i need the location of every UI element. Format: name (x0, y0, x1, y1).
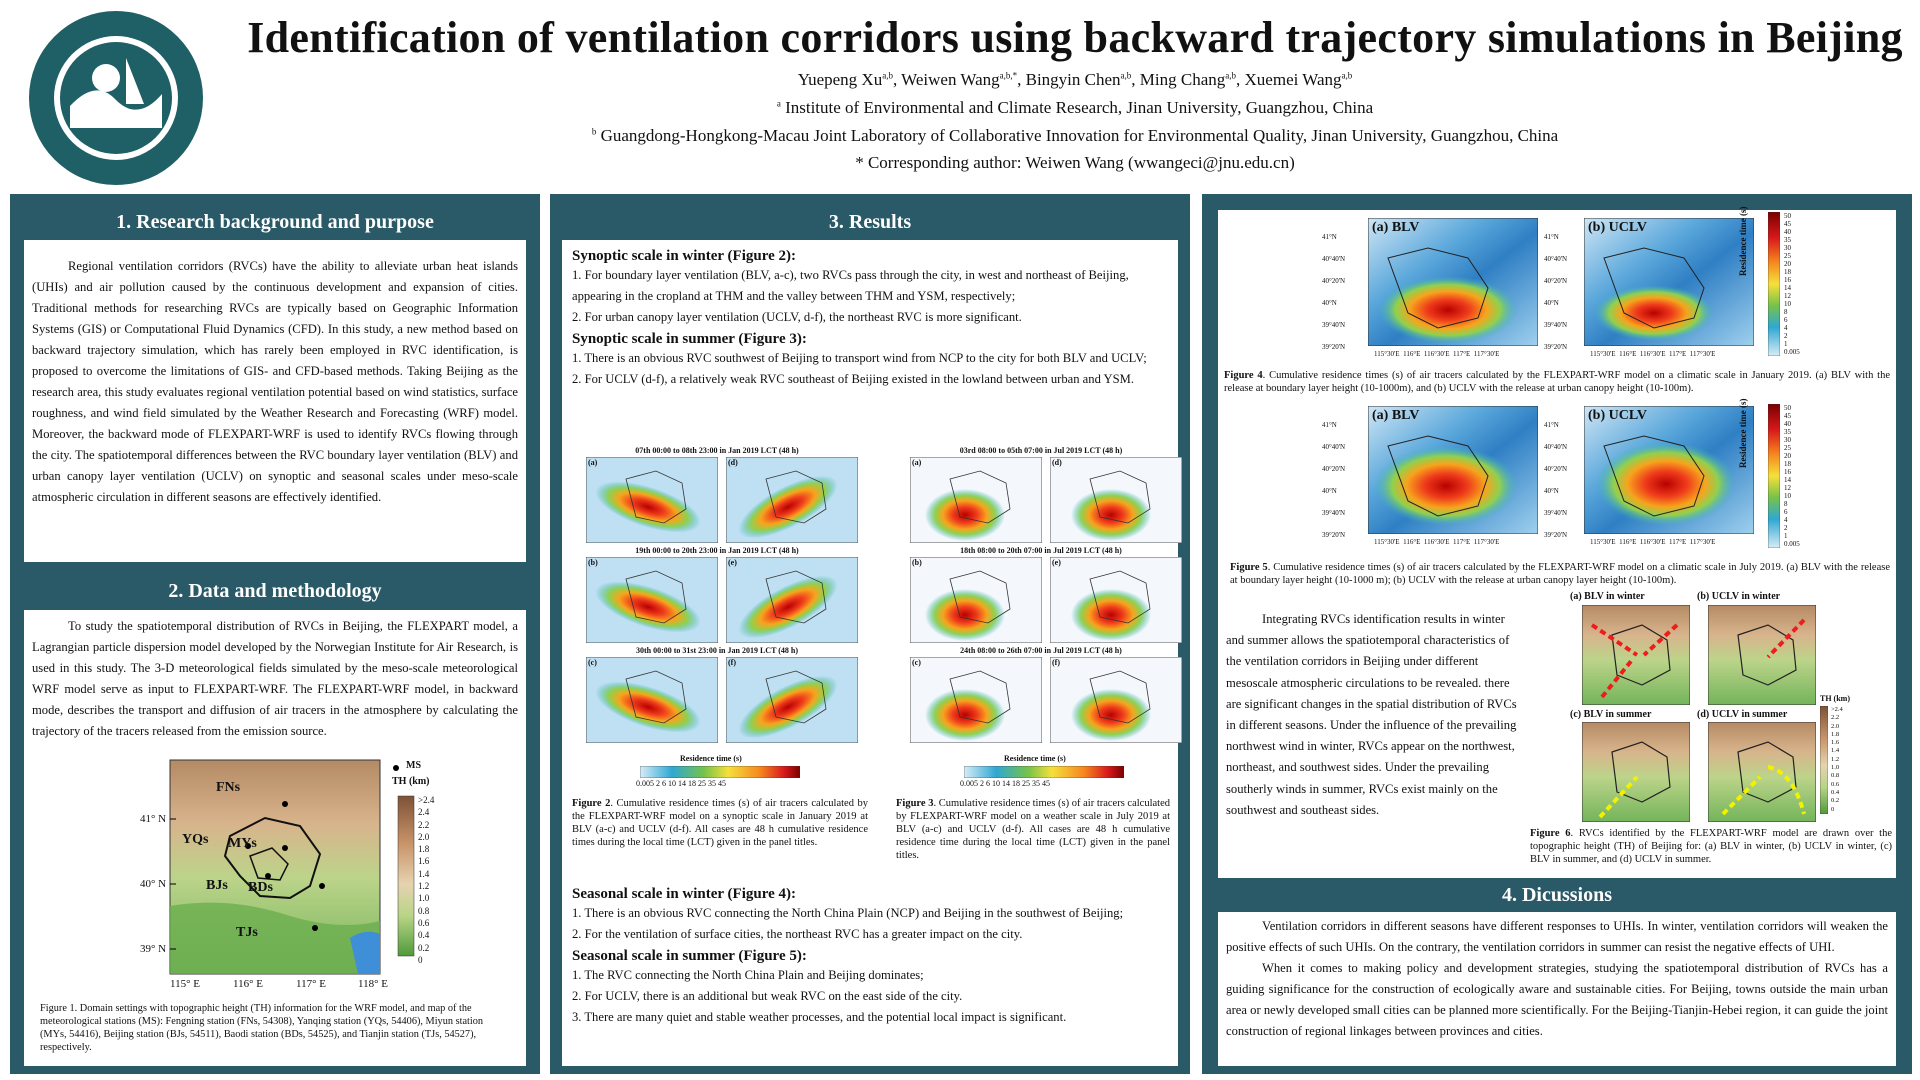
cbar-tick: 10 (1784, 492, 1791, 500)
figure6-map-b (1708, 605, 1816, 705)
figure6-map-c (1582, 722, 1690, 822)
figure5-lat-labels (1322, 414, 1345, 546)
figure4-map-a (1368, 218, 1538, 346)
trajectory-panel-map (1050, 457, 1182, 543)
figure4-lon-labels: 115°30'E 116°E 116°30'E 117°E 117°30'E (1374, 350, 1500, 358)
figure3-colorbar (964, 766, 1124, 778)
cbar-tick: 35 (1784, 428, 1791, 436)
th-tick: 1.0 (1831, 764, 1840, 772)
lat-tick: 39°20'N (1322, 343, 1346, 351)
section1-title: 1. Research background and purpose (116, 211, 434, 233)
figure4-colorbar (1768, 212, 1780, 356)
cbar-tick: 25 (1784, 444, 1791, 452)
svg-text:1906: 1906 (102, 137, 130, 152)
figure4-caption (1224, 369, 1890, 395)
lat-tick: 41°N (1544, 421, 1559, 429)
panel-row-title: 18th 08:00 to 20th 07:00 in Jul 2019 LCT (48 h) (960, 546, 1122, 555)
station-label: TJs (236, 925, 258, 940)
section4-p2: When it comes to making policy and development strategies, studying the spatiotemporal distribution of RVCs has a guiding significance for the construction of ecologically aware and sustainable cities. For Beijing, towns outside the main urban area or newly developed small cities can be planned more scientifically. For the Beijing-Tianjin-Hebei region, it can guide the joint construction of regional linkages between provinces and cities. (1226, 961, 1888, 1038)
cbar-tick: 6 (1784, 508, 1788, 516)
trajectory-panel-map (910, 457, 1042, 543)
figure6-panel-a: (a) BLV in winter (1570, 591, 1645, 602)
panel-row-title: 07th 00:00 to 08th 23:00 in Jan 2019 LCT (48 h) (635, 446, 799, 455)
th-tick: 2.4 (418, 807, 430, 818)
cbar-tick: 14 (1784, 476, 1791, 484)
figure2-grid (572, 446, 862, 786)
figure5-cbar-label: Residence time (s) (1738, 398, 1748, 468)
cbar-tick: 4 (1784, 324, 1788, 332)
figure2-caption-label: Figure 2 (572, 798, 611, 809)
figure4-cbar-ticks (1784, 212, 1800, 356)
panel-row-title: 19th 00:00 to 20th 23:00 in Jan 2019 LCT (48 h) (635, 546, 799, 555)
trajectory-panel-map (726, 657, 858, 743)
th-tick: 0 (1831, 805, 1835, 813)
section2-text: To study the spatiotemporal distribution of RVCs in Beijing, the FLEXPART model, a Lagrangian particle dispersion model developed by the Norwegian Institute for Air Research, is used in this study. The 3-D meteorological fields simulated by the meso-scale meteorological WRF model serve as input to FLEXPART-WRF. The FLEXPART-WRF model, in backward mode, describes the transport and diffusion of air tracers in the atmosphere by calculating the trajectory of the tracers released from the emission source. (32, 619, 518, 738)
cbar-tick: 2 (1784, 332, 1788, 340)
corresponding-author: * Corresponding author: Weiwen Wang (wwangeci@jnu.edu.cn) (855, 153, 1295, 172)
cbar-tick: 16 (1784, 468, 1791, 476)
lat-tick: 39°20'N (1544, 343, 1568, 351)
figure6-caption-label: Figure 6 (1530, 828, 1571, 839)
poster-title: Identification of ventilation corridors using backward trajectory simulations in Beijing (247, 13, 1903, 62)
figure6-th-ticks (1831, 706, 1843, 814)
figure5-map-b (1584, 406, 1754, 534)
lat-tick: 40°N (1544, 299, 1559, 307)
author-name: Bingyin Chen (1025, 70, 1121, 89)
cbar-tick: 30 (1784, 436, 1791, 444)
figure4-panel-a: (a) BLV (1372, 220, 1420, 235)
th-tick: 1.8 (418, 844, 430, 855)
th-tick: 2.2 (418, 819, 430, 830)
th-tick: 0.4 (418, 930, 430, 941)
lat-tick: 41°N (1322, 421, 1337, 429)
author-sup: a,b (1225, 70, 1237, 81)
trajectory-panel-map (1050, 657, 1182, 743)
figure5-caption (1230, 561, 1890, 587)
trajectory-panel-map (910, 557, 1042, 643)
lat-tick: 40°40'N (1544, 255, 1568, 263)
station-label: FNs (216, 780, 241, 795)
synoptic-winter-1: 1. For boundary layer ventilation (BLV, a-c), two RVCs pass through the city, in west and northeast of Beijing, appearing in the cropland at THM and the valley between THM and YSM, respectively; (572, 268, 1129, 303)
panel-letter: (e) (1052, 558, 1061, 567)
cbar-tick: 0.005 (1784, 540, 1800, 548)
cbar-tick: 50 (1784, 404, 1791, 412)
th-tick: 0.8 (418, 905, 430, 916)
cbar-tick: 12 (1784, 292, 1791, 300)
seasonal-summer-1: 1. The RVC connecting the North China Plain and Beijing dominates; (572, 968, 924, 982)
author-sup: a,b (1341, 70, 1353, 81)
figure2-cbar-ticks: 0.005 2 6 10 14 18 25 35 45 (636, 779, 726, 788)
lat-tick: 41°N (1544, 233, 1559, 241)
panel-letter: (b) (588, 558, 598, 567)
author-sup: a,b (1120, 70, 1132, 81)
cbar-tick: 2 (1784, 524, 1788, 532)
lat-tick: 40°20'N (1322, 465, 1346, 473)
lat-tick: 41°N (1322, 233, 1337, 241)
th-tick: 0.2 (418, 942, 430, 953)
th-tick: 1.4 (1831, 747, 1840, 755)
lat-tick: 40°20'N (1544, 277, 1568, 285)
figure3-cbar-label: Residence time (s) (1004, 754, 1066, 763)
station-label: MYs (228, 836, 257, 851)
th-tick: 0 (418, 954, 423, 965)
lat-tick: 39°40'N (1544, 509, 1568, 517)
affiliation-b: $^b$ Guangdong-Hongkong-Macau Joint Laboratory of Collaborative Innovation for Environmental Quality, Jinan University, Guangzhou, China (591, 126, 1559, 145)
figure5-caption-label: Figure 5 (1230, 562, 1268, 573)
affiliation-a: $^a$ Institute of Environmental and Climate Research, Jinan University, Guangzhou, China (776, 98, 1374, 117)
lon-label: 117° E (296, 978, 326, 990)
panel-letter: (c) (912, 658, 921, 667)
synoptic-summer-1: 1. There is an obvious RVC southwest of Beijing to transport wind from NCP to the city for both BLV and UCLV; (572, 351, 1147, 365)
figure4-map-b (1584, 218, 1754, 346)
figure4-cbar-label: Residence time (s) (1738, 206, 1748, 276)
synoptic-winter-2: 2. For urban canopy layer ventilation (UCLV, d-f), the northeast RVC is more significant. (572, 310, 1022, 324)
figure6-caption (1530, 827, 1892, 866)
author-name: Xuemei Wang (1244, 70, 1342, 89)
university-logo (26, 8, 206, 188)
th-tick: 0.2 (1831, 797, 1840, 805)
section1-text: Regional ventilation corridors (RVCs) have the ability to alleviate urban heat islands (UHIs) and air pollution caused by the continuous development and expansion of cities. Traditional methods for researching RVCs are typically based on Geographic Information Systems (GIS) or Computational Fluid Dynamics (CFD). In this study, a new method based on backward trajectory simulation, which has rarely been employed in RVC identification, is proposed to overcome the limitations of GIS- and CFD-based methods. Taking Beijing as the research area, this study evaluates regional ventilation potential based on wind statistics, surface roughness, and wind field simulated by the Weather Research and Forecasting (WRF) model. Moreover, the backward mode of FLEXPART-WRF is used to identify RVCs flowing through the city. The spatiotemporal differences between the RVC boundary layer ventilation (BLV) and urban canopy layer ventilation (UCLV) on synoptic and seasonal scales under meso-scale atmospheric circulation in different seasons are effectively identified. (32, 259, 518, 504)
th-tick: 1.6 (418, 856, 430, 867)
affiliation-a-text: Institute of Environmental and Climate Research, Jinan University, Guangzhou, China (785, 98, 1374, 117)
author-list: Yuepeng Xu$^{a,b}$, Weiwen Wang$^{a,b,*}$, Bingyin Chen$^{a,b}$, Ming Chang$^{a,b}$, Xuemei Wang$^{a,b}$ (797, 70, 1353, 89)
figure3-grid (896, 446, 1186, 786)
seasonal-summer-3: 3. There are many quiet and stable weather processes, and the potential local impact is significant. (572, 1010, 1067, 1024)
trajectory-panel-map (586, 557, 718, 643)
figure6-panel-c: (c) BLV in summer (1570, 709, 1652, 720)
panel-letter: (f) (728, 658, 736, 667)
section4-p1: Ventilation corridors in different seasons have different responses to UHIs. In winter, ventilation corridors will weaken the positive effects of such UHIs. On the contrary, the ventilation corridors in summer can resist the negative effects of UHI. (1226, 919, 1888, 954)
lat-tick: 40°20'N (1322, 277, 1346, 285)
heading-seasonal-summer: Seasonal scale in summer (Figure 5): (572, 948, 807, 964)
author-sup: a,b (882, 70, 893, 81)
th-tick: >2.4 (1831, 706, 1843, 713)
station-label: BJs (206, 878, 228, 893)
cbar-tick: 50 (1784, 212, 1791, 220)
synoptic-summer-2: 2. For UCLV (d-f), a relatively weak RVC southeast of Beijing existed in the lowland between urban and YSM. (572, 372, 1134, 386)
panel-letter: (d) (1052, 458, 1062, 467)
section4-box (1218, 912, 1896, 1066)
figure5-cbar-ticks (1784, 404, 1800, 548)
figure4-caption-text: . Cumulative residence times (s) of air tracers calculated by the FLEXPART-WRF model on a climatic scale in January 2019. (a) BLV with the release at boundary layer height (10-1000m), and (b) UCLV with the release at urban canopy height (10-100m). (1224, 370, 1890, 394)
panel-row-title: 30th 00:00 to 31st 23:00 in Jan 2019 LCT (48 h) (635, 646, 799, 655)
th-tick: 0.4 (1831, 788, 1840, 796)
figure5-lon-labels-b: 115°30'E 116°E 116°30'E 117°E 117°30'E (1590, 538, 1716, 546)
th-tick: 2.0 (418, 831, 430, 842)
figure6-caption-text: . RVCs identified by the FLEXPART-WRF model are drawn over the topographic height (TH) of Beijing for: (a) BLV in winter, (b) UCLV in winter, (c) BLV in summer, and (d) UCLV in summer. (1530, 828, 1892, 865)
th-tick: 0.6 (1831, 780, 1840, 788)
figure2-caption-text: . Cumulative residence times (s) of air tracers calculated by the FLEXPART-WRF model on a synoptic scale in January 2019 at BLV (a-c) and UCLV (d-f). All cases are 48 h cumulative residence times during the local time (LCT) given in the panel titles. (572, 798, 868, 848)
figure2-caption (572, 797, 868, 849)
figure4-panel-b: (b) UCLV (1588, 220, 1647, 235)
legend-ms: MS (406, 760, 421, 771)
lat-tick: 39°40'N (1322, 321, 1346, 329)
figure4-lon-labels-b: 115°30'E 116°E 116°30'E 117°E 117°30'E (1590, 350, 1716, 358)
lat-tick: 40°40'N (1544, 443, 1568, 451)
cbar-tick: 1 (1784, 340, 1788, 348)
station-label: YQs (182, 832, 209, 847)
figure6-map-d (1708, 722, 1816, 822)
lat-label: 41° N (140, 813, 167, 825)
lat-tick: 39°40'N (1544, 321, 1568, 329)
cbar-tick: 40 (1784, 420, 1791, 428)
section2-title: 2. Data and methodology (168, 580, 382, 602)
section4-title: 4. Dicussions (1501, 884, 1613, 906)
th-tick: 2.2 (1831, 714, 1840, 722)
figure5-panel-a: (a) BLV (1372, 408, 1420, 423)
cbar-tick: 6 (1784, 316, 1788, 324)
panel-letter: (f) (1052, 658, 1060, 667)
cbar-tick: 20 (1784, 260, 1791, 268)
figure5-panel-b: (b) UCLV (1588, 408, 1647, 423)
seasonal-winter-2: 2. For the ventilation of surface cities, the northeast RVC has a greater impact on the city. (572, 927, 1023, 941)
lat-tick: 40°40'N (1322, 255, 1346, 263)
th-tick-list (418, 794, 458, 966)
figure1-caption: Figure 1. Domain settings with topographic height (TH) information for the WRF model, and map of the meteorological stations (MS): Fengning station (FNs, 54308), Yanqing station (YQs, 54406), Miyun station (MYs, 54416), Beijing station (BJs, 54511), Baodi station (BDs, 54525), and Tianjin station (TJs, 54527), respectively. (40, 1003, 484, 1053)
heading-seasonal-winter: Seasonal scale in winter (Figure 4): (572, 886, 797, 902)
lat-label: 39° N (140, 943, 167, 955)
lon-label: 116° E (233, 978, 263, 990)
lat-tick: 40°20'N (1544, 465, 1568, 473)
cbar-tick: 16 (1784, 276, 1791, 284)
trajectory-panel-map (910, 657, 1042, 743)
author-sup: a,b,* (999, 70, 1018, 81)
seasonal-winter-1: 1. There is an obvious RVC connecting the North China Plain (NCP) and Beijing in the southwest of Beijing; (572, 906, 1124, 920)
lon-label: 118° E (358, 978, 388, 990)
trajectory-panel-map (726, 457, 858, 543)
figure6-panel-d: (d) UCLV in summer (1697, 709, 1788, 720)
th-tick: 2.0 (1831, 722, 1840, 730)
th-tick: 0.6 (418, 917, 430, 928)
cbar-tick: 4 (1784, 516, 1788, 524)
station-label: BDs (248, 880, 273, 895)
figure4-caption-label: Figure 4 (1224, 370, 1263, 381)
cbar-tick: 20 (1784, 452, 1791, 460)
lat-tick: 39°40'N (1322, 509, 1346, 517)
figure6-th-colorbar (1820, 706, 1828, 814)
cbar-tick: 30 (1784, 244, 1791, 252)
figure5-map-a (1368, 406, 1538, 534)
author-name: Yuepeng Xu (797, 70, 883, 89)
figure3-cbar-ticks: 0.005 2 6 10 14 18 25 35 45 (960, 779, 1050, 788)
figure6-panel-b: (b) UCLV in winter (1697, 591, 1781, 602)
author-name: Ming Chang (1139, 70, 1226, 89)
section3-title: 3. Results (828, 211, 912, 233)
th-tick: >2.4 (418, 795, 435, 805)
figure2-cbar-label: Residence time (s) (680, 754, 742, 763)
trajectory-panel-map (726, 557, 858, 643)
author-name: Weiwen Wang (901, 70, 1000, 89)
figure5-colorbar (1768, 404, 1780, 548)
lat-tick: 40°N (1322, 299, 1337, 307)
panel-row-title: 24th 08:00 to 26th 07:00 in Jul 2019 LCT (48 h) (960, 646, 1122, 655)
affiliation-b-text: Guangdong-Hongkong-Macau Joint Laboratory of Collaborative Innovation for Environmental Quality, Jinan University, Guangzhou, China (600, 126, 1559, 145)
integration-text: Integrating RVCs identification results in winter and summer allows the spatiotemporal characteristics of the ventilation corridors in Beijing under different mesoscale atmospheric circulations to be revealed. there are significant changes in the spatial distribution of RVCs in different seasons. Under the influence of the prevailing northwest wind in winter, RVCs appear on the northwest, northeast, and southwest sides. Under the prevailing southerly winds in summer, RVCs exist mainly on the southwest and southeast sides. (1226, 612, 1517, 817)
th-tick: 0.8 (1831, 772, 1840, 780)
cbar-tick: 10 (1784, 300, 1791, 308)
trajectory-panel-map (1050, 557, 1182, 643)
heading-synoptic-summer: Synoptic scale in summer (Figure 3): (572, 331, 807, 347)
th-tick: 1.2 (1831, 755, 1840, 763)
panel-letter: (e) (728, 558, 737, 567)
lat-tick: 39°20'N (1322, 531, 1346, 539)
lat-tick: 40°40'N (1322, 443, 1346, 451)
cbar-tick: 12 (1784, 484, 1791, 492)
figure6-map-a (1582, 605, 1690, 705)
th-tick: 1.0 (418, 893, 430, 904)
figure6-th-label: TH (km) (1820, 694, 1850, 703)
figure4-lat-labels-b (1544, 226, 1567, 358)
cbar-tick: 18 (1784, 268, 1791, 276)
th-tick: 1.2 (418, 881, 430, 892)
cbar-tick: 45 (1784, 220, 1791, 228)
cbar-tick: 18 (1784, 460, 1791, 468)
seasonal-text (572, 886, 1172, 1028)
panel-letter: (a) (912, 458, 922, 467)
cbar-tick: 45 (1784, 412, 1791, 420)
cbar-tick: 14 (1784, 284, 1791, 292)
trajectory-panel-map (586, 657, 718, 743)
figure3-caption-text: . Cumulative residence times (s) of air tracers calculated by FLEXPART-WRF model on a weather scale in July 2019 at BLV (a-c) and UCLV (d-f). All cases are 48 h cumulative residence time during the local time (LCT) given in the panel titles. (896, 798, 1170, 861)
cbar-tick: 35 (1784, 236, 1791, 244)
figure3-caption-label: Figure 3 (896, 798, 934, 809)
panel-letter: (a) (588, 458, 598, 467)
trajectory-panel-map (586, 457, 718, 543)
cbar-tick: 40 (1784, 228, 1791, 236)
cbar-tick: 25 (1784, 252, 1791, 260)
cbar-tick: 8 (1784, 500, 1788, 508)
lon-label: 115° E (170, 978, 200, 990)
panel-letter: (b) (912, 558, 922, 567)
panel-letter: (d) (728, 458, 738, 467)
figure1-map (60, 756, 530, 998)
figure5-caption-text: . Cumulative residence times (s) of air tracers calculated by the FLEXPART-WRF model on a climatic scale in July 2019. (a) BLV with the release at boundary layer height (10-1000 m); (b) UCLV with the release at urban canopy layer height (10-100m). (1230, 562, 1890, 586)
figure4-lat-labels (1322, 226, 1345, 358)
panel-letter: (c) (588, 658, 597, 667)
th-tick: 1.4 (418, 868, 430, 879)
seasonal-summer-2: 2. For UCLV, there is an additional but weak RVC on the east side of the city. (572, 989, 963, 1003)
th-tick: 1.6 (1831, 739, 1840, 747)
figure5-lon-labels: 115°30'E 116°E 116°30'E 117°E 117°30'E (1374, 538, 1500, 546)
figure5-lat-labels-b (1544, 414, 1567, 546)
lat-tick: 39°20'N (1544, 531, 1568, 539)
th-tick: 1.8 (1831, 730, 1840, 738)
cbar-tick: 8 (1784, 308, 1788, 316)
lat-label: 40° N (140, 878, 167, 890)
panel-row-title: 03rd 08:00 to 05th 07:00 in Jul 2019 LCT (48 h) (959, 446, 1123, 455)
section1-box (24, 240, 526, 562)
cbar-tick: 0.005 (1784, 348, 1800, 356)
lat-tick: 40°N (1322, 487, 1337, 495)
lat-tick: 40°N (1544, 487, 1559, 495)
heading-synoptic-winter: Synoptic scale in winter (Figure 2): (572, 248, 797, 264)
cbar-tick: 1 (1784, 532, 1788, 540)
legend-th: TH (km) (392, 776, 430, 787)
figure3-caption (896, 797, 1170, 862)
figure2-colorbar (640, 766, 800, 778)
